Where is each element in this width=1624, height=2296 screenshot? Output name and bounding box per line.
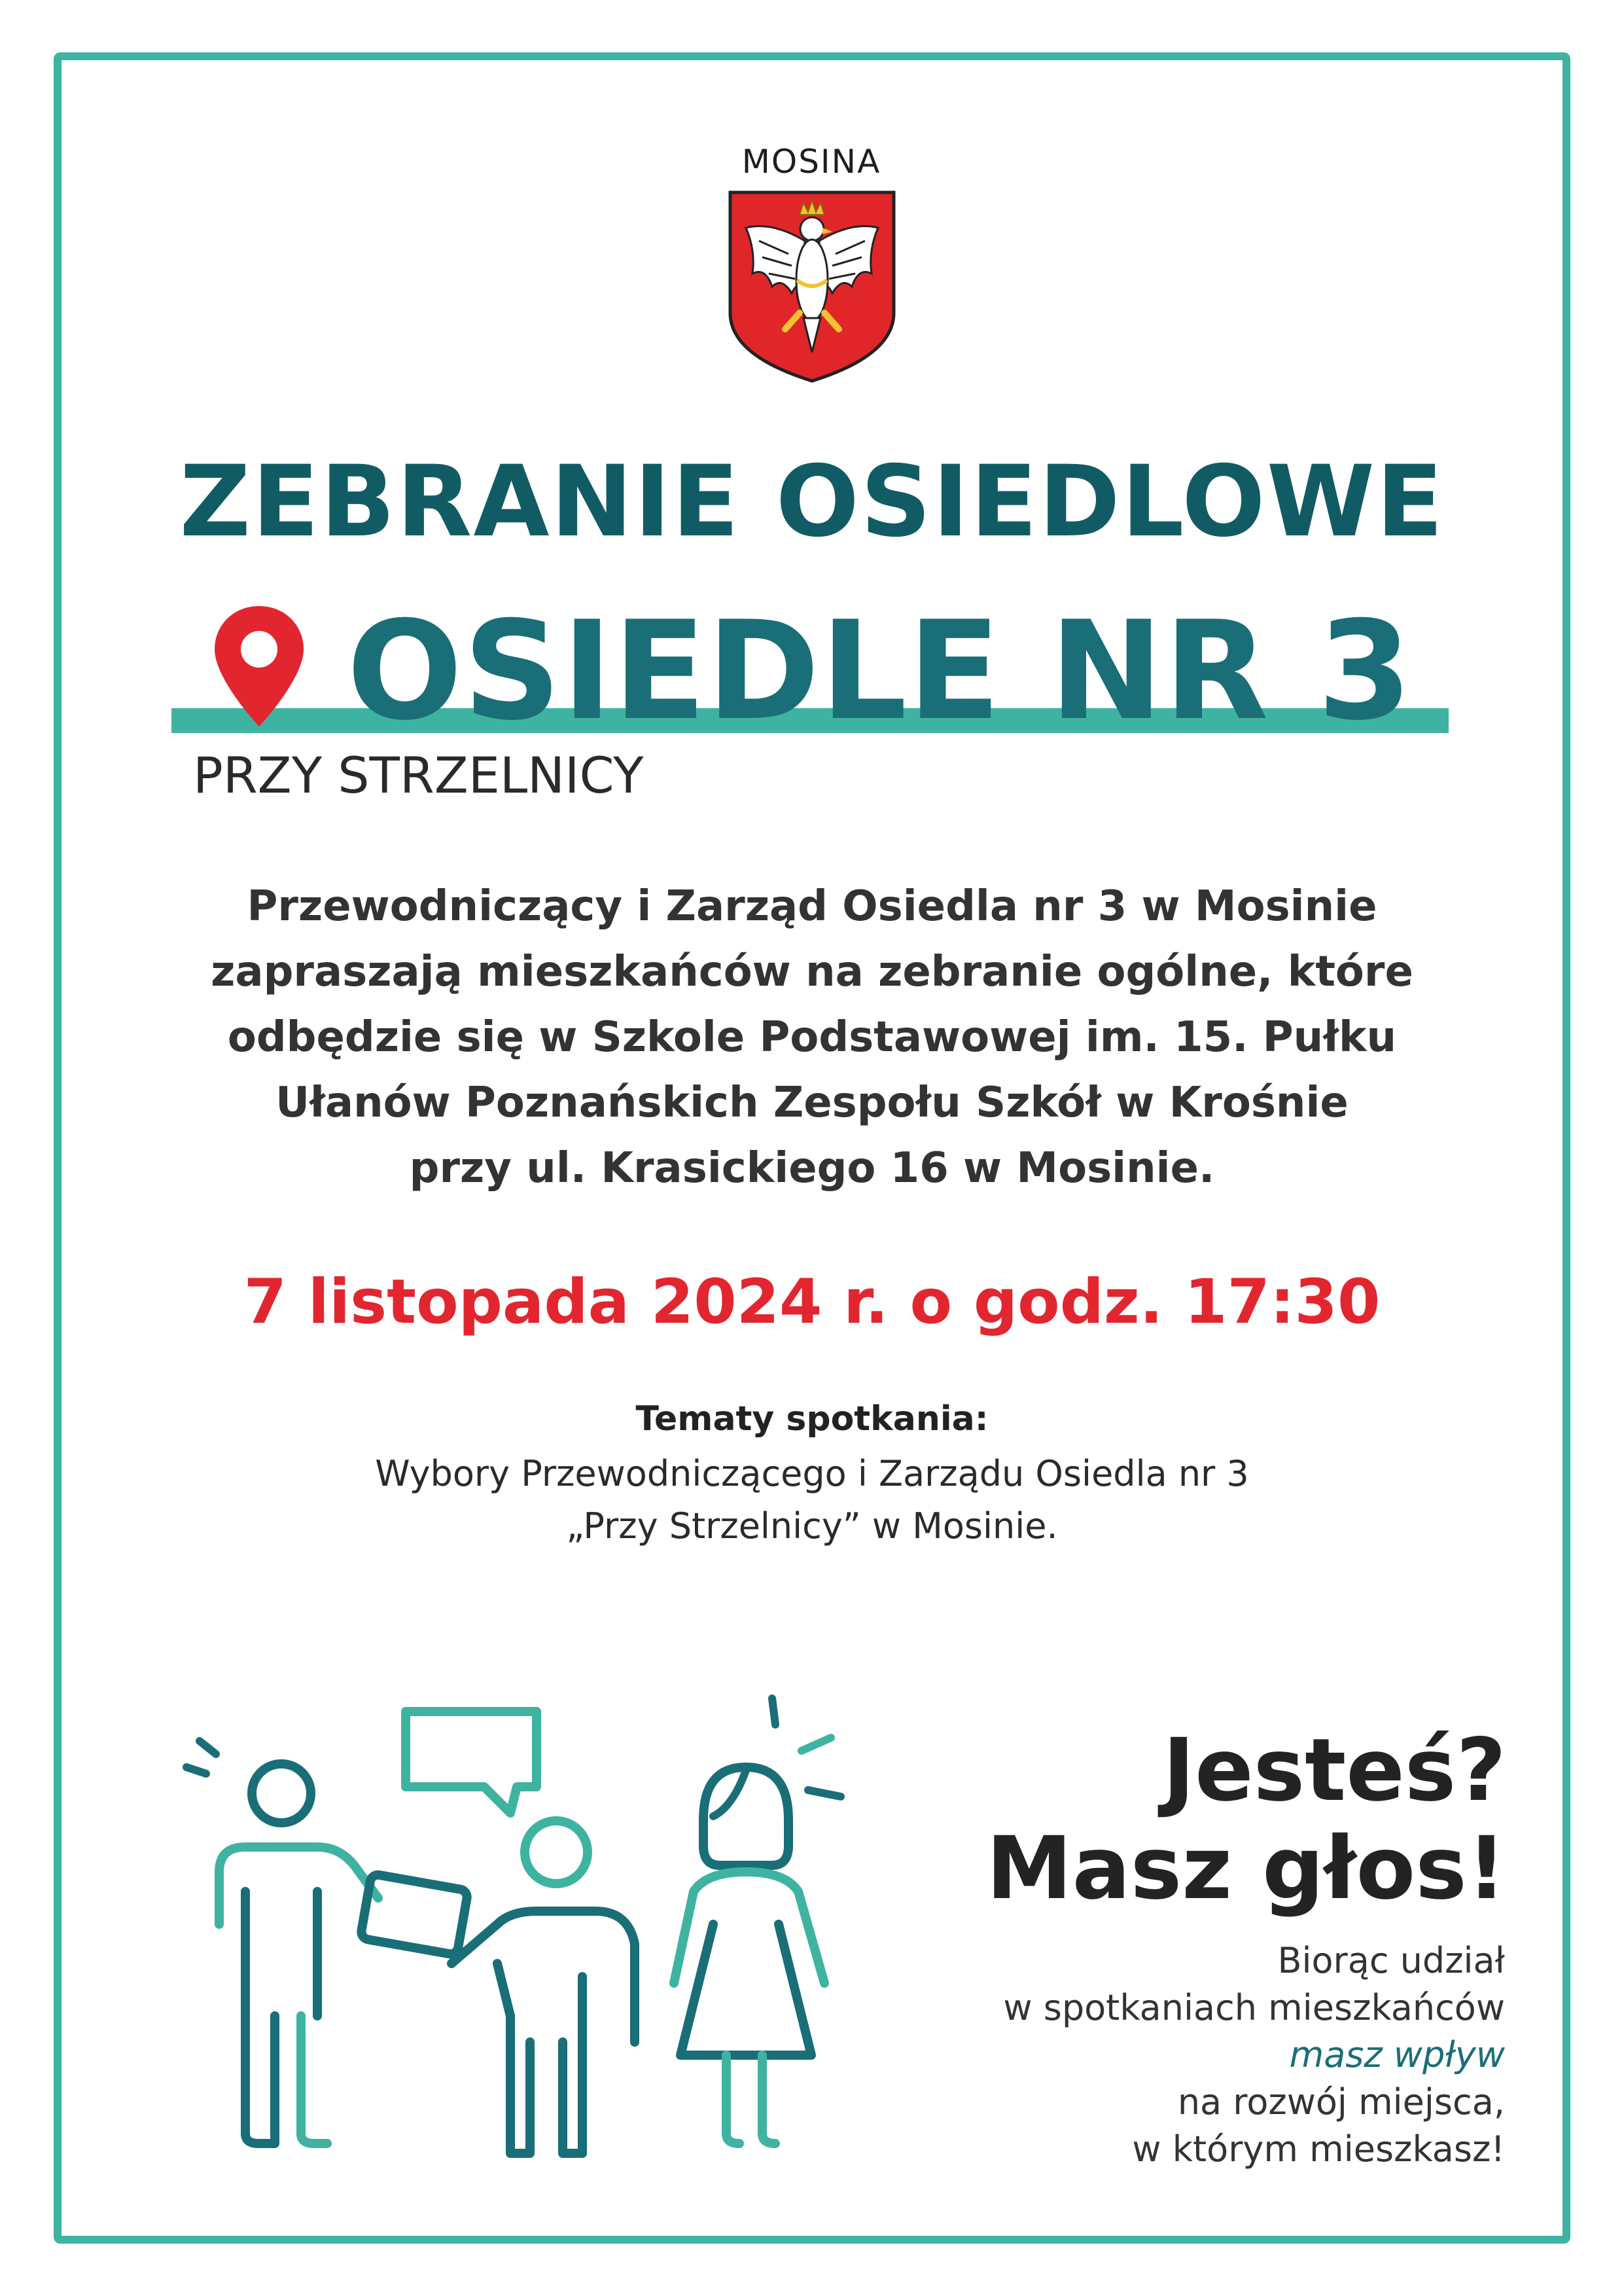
district-location: PRZY STRZELNICY	[193, 746, 644, 804]
crest-label: MOSINA	[741, 143, 881, 181]
district-name: OSIEDLE NR 3	[347, 592, 1413, 751]
people-discussion-illustration	[170, 1676, 890, 2173]
closing-line: w spotkaniach mieszkańców	[1003, 1987, 1505, 2028]
meeting-date: 7 listopada 2024 r. o godz. 17:30	[243, 1266, 1381, 1338]
topic-line: „Przy Strzelnicy” w Mosinie.	[566, 1505, 1058, 1547]
invitation-line: przy ul. Krasickiego 16 w Mosinie.	[409, 1144, 1215, 1193]
invitation-line: Ułanów Poznańskich Zespołu Szkół w Krośnie	[275, 1079, 1349, 1127]
topic-line: Wybory Przewodniczącego i Zarządu Osiedla nr 3	[375, 1453, 1249, 1494]
topics-text	[0, 1448, 1624, 1552]
page-title: ZEBRANIE OSIEDLOWE	[179, 445, 1445, 559]
invitation-line: zapraszają mieszkańców na zebranie ogólne, które	[211, 948, 1413, 996]
topics-heading: Tematy spotkania:	[635, 1399, 989, 1439]
coat-of-arms-eagle	[726, 188, 898, 385]
invitation-line: odbędzie się w Szkole Podstawowej im. 15. Pułku	[227, 1013, 1397, 1062]
closing-line: Biorąc udział	[1277, 1940, 1505, 1981]
invitation-text	[111, 874, 1513, 1201]
slogan-line-2: Masz głos!	[986, 1818, 1506, 1919]
location-pin-icon	[209, 602, 309, 730]
closing-line: w którym mieszkasz!	[1132, 2128, 1505, 2170]
slogan-line-1: Jesteś?	[1163, 1720, 1506, 1821]
invitation-line: Przewodniczący i Zarząd Osiedla nr 3 w Mosinie	[247, 882, 1377, 931]
closing-line: na rozwój miejsca,	[1177, 2081, 1505, 2123]
closing-highlight: masz wpływ	[1289, 2034, 1505, 2075]
closing-text	[1003, 1937, 1505, 2173]
slogan	[986, 1721, 1506, 1918]
